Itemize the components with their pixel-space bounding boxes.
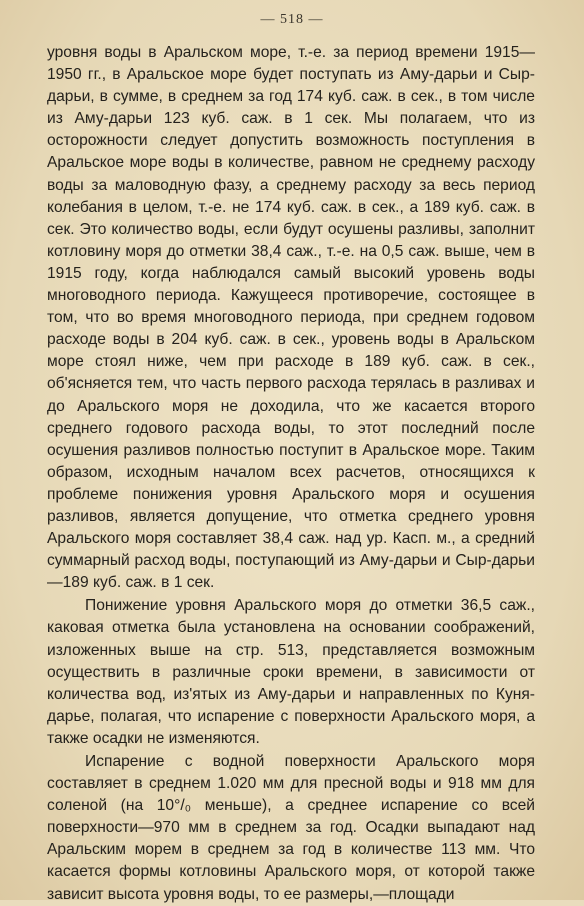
body-text [47,42,535,906]
paragraph-3: Испарение с водной поверхности Аральского моря составляет в среднем 1.020 мм для пресной воды и 918 мм для соленой (на 10°/₀ меньше), а среднее испарение со всей поверхности—970 мм в среднем за год. Осадки выпадают над Аральским морем в среднем за год в количестве 113 мм. Что касается формы котловины Аральского моря, от которой также зависит высота уровня воды, то ее размеры,—площади [47,753,535,903]
paragraph-1: уровня воды в Аральском море, т.-е. за период времени 1915—1950 гг., в Аральское море будет поступать из Аму-дарьи и Сыр-дарьи, в сумме, в среднем за год 174 куб. саж. в сек., в том числе из Аму-дарьи 123 куб. саж. в 1 сек. Мы полагаем, что из осторожности следует допустить возможность поступления в Аральское море воды в количестве, равном не среднему расходу воды за маловодную фазу, а среднему расходу за весь период колебания в целом, т.-е. не 174 куб. саж. в сек., а 189 куб. саж. в сек. Это количество воды, если будут осушены разливы, заполнит котловину моря до отметки 38,4 саж., т.-е. на 0,5 саж. выше, чем в 1915 году, когда наблюдался самый высокий уровень воды многоводного периода. Кажущееся противоречие, состоящее в том, что во время многоводного периода, при среднем годовом расходе воды в 204 куб. саж. в сек., уровень воды в Аральском море стоял ниже, чем при расходе в 189 куб. саж. в сек., об'ясняется тем, что часть первого расхода терялась в разливах и до Аральского моря не доходила, что же касается второго среднего годового расхода воды, то этот последний после осушения разливов полностью поступит в Аральское море. Таким образом, исходным началом всех расчетов, относящихся к проблеме понижения уровня Аральского моря и осушения разливов, является допущение, что отметка среднего уровня Аральского моря составляет 38,4 саж. над ур. Касп. м., а средний суммарный расход воды, поступающий из Аму-дарьи и Сыр-дарьи—189 куб. саж. в 1 сек. [47,44,535,592]
page-number: — 518 — [260,12,324,27]
paragraph-2: Понижение уровня Аральского моря до отметки 36,5 саж., каковая отметка была установлена на основании соображений, изложенных выше на стр. 513, представляется возможным осуществить в различные сроки времени, в зависимости от количества вод, из'ятых из Аму-дарьи и направленных по Куня-дарье, полагая, что испарение с поверхности Аральского моря, а также осадки не изменяются. [47,597,535,747]
